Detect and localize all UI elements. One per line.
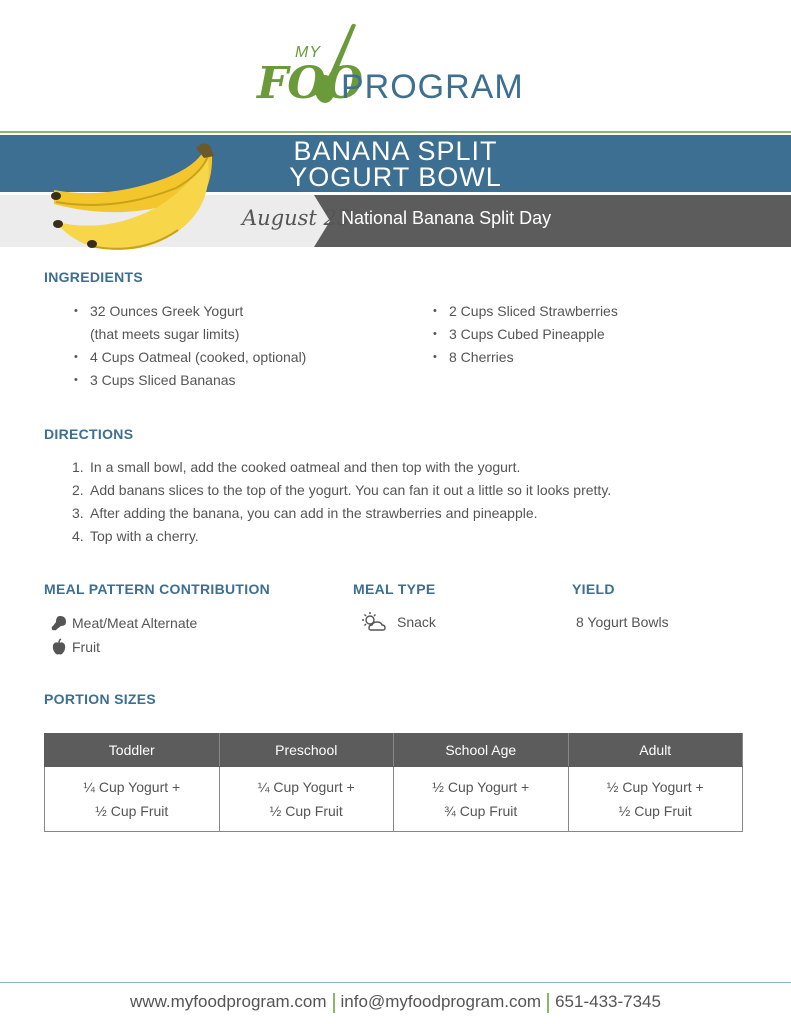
footer-divider bbox=[0, 982, 791, 983]
header-divider bbox=[0, 131, 791, 133]
drumstick-icon bbox=[50, 614, 68, 632]
column-header: Adult bbox=[568, 734, 743, 767]
direction-step: 2. Add banans slices to the top of the yogurt. You can fan it out a little so it looks pretty. bbox=[72, 482, 612, 498]
list-item: • 4 Cups Oatmeal (cooked, optional) bbox=[74, 346, 394, 369]
meal-pattern-fruit: Fruit bbox=[50, 638, 100, 656]
phone-number[interactable]: 651-433-7345 bbox=[555, 992, 661, 1011]
ingredients-heading: INGREDIENTS bbox=[44, 269, 143, 285]
meal-pattern-meat: Meat/Meat Alternate bbox=[50, 614, 197, 632]
table-cell: ¼ Cup Yogurt + ½ Cup Fruit bbox=[45, 767, 220, 832]
ingredients-list-left bbox=[74, 300, 394, 392]
banana-image bbox=[46, 138, 221, 260]
ingredients-list-right bbox=[433, 300, 753, 369]
footer-separator bbox=[547, 993, 549, 1013]
website-link[interactable]: www.myfoodprogram.com bbox=[130, 992, 327, 1011]
table-cell: ½ Cup Yogurt + ¾ Cup Fruit bbox=[394, 767, 569, 832]
column-header: Preschool bbox=[219, 734, 394, 767]
directions-heading: DIRECTIONS bbox=[44, 426, 134, 442]
portion-sizes-heading: PORTION SIZES bbox=[44, 691, 157, 707]
recipe-title-line2: YOGURT BOWL bbox=[289, 162, 502, 192]
footer-separator bbox=[333, 993, 335, 1013]
meal-type-value: Snack bbox=[361, 611, 436, 633]
recipe-title-line1: BANANA SPLIT bbox=[293, 136, 498, 166]
holiday-name: National Banana Split Day bbox=[341, 208, 552, 228]
table-row bbox=[45, 767, 743, 832]
footer-contact bbox=[0, 992, 791, 1013]
table-cell: ½ Cup Yogurt + ½ Cup Fruit bbox=[568, 767, 743, 832]
table-header-row bbox=[45, 734, 743, 767]
list-item: • 32 Ounces Greek Yogurt (that meets sugar limits) bbox=[74, 300, 394, 346]
direction-step: 3. After adding the banana, you can add in the strawberries and pineapple. bbox=[72, 505, 538, 521]
column-header: Toddler bbox=[45, 734, 220, 767]
direction-step: 1. In a small bowl, add the cooked oatmeal and then top with the yogurt. bbox=[72, 459, 521, 475]
list-item: • 2 Cups Sliced Strawberries bbox=[433, 300, 753, 323]
direction-step: 4. Top with a cherry. bbox=[72, 528, 199, 544]
logo-my: MY bbox=[295, 44, 321, 61]
list-item: • 3 Cups Cubed Pineapple bbox=[433, 323, 753, 346]
logo-program: PROGRAM bbox=[341, 68, 524, 106]
table-cell: ¼ Cup Yogurt + ½ Cup Fruit bbox=[219, 767, 394, 832]
directions-list bbox=[72, 456, 752, 548]
list-item: • 3 Cups Sliced Bananas bbox=[74, 369, 394, 392]
logo-food: FOO bbox=[257, 58, 362, 109]
list-item: • 8 Cherries bbox=[433, 346, 753, 369]
portion-table bbox=[44, 733, 743, 832]
meal-type-heading: MEAL TYPE bbox=[353, 581, 436, 597]
yield-heading: YIELD bbox=[572, 581, 615, 597]
email-link[interactable]: info@myfoodprogram.com bbox=[340, 992, 542, 1011]
meal-pattern-heading: MEAL PATTERN CONTRIBUTION bbox=[44, 581, 271, 597]
apple-icon bbox=[50, 638, 68, 656]
yield-value: 8 Yogurt Bowls bbox=[576, 614, 669, 630]
partly-cloudy-icon bbox=[361, 611, 387, 633]
column-header: School Age bbox=[394, 734, 569, 767]
brand-logo bbox=[255, 22, 540, 108]
recipe-date: August 25 bbox=[242, 206, 351, 230]
